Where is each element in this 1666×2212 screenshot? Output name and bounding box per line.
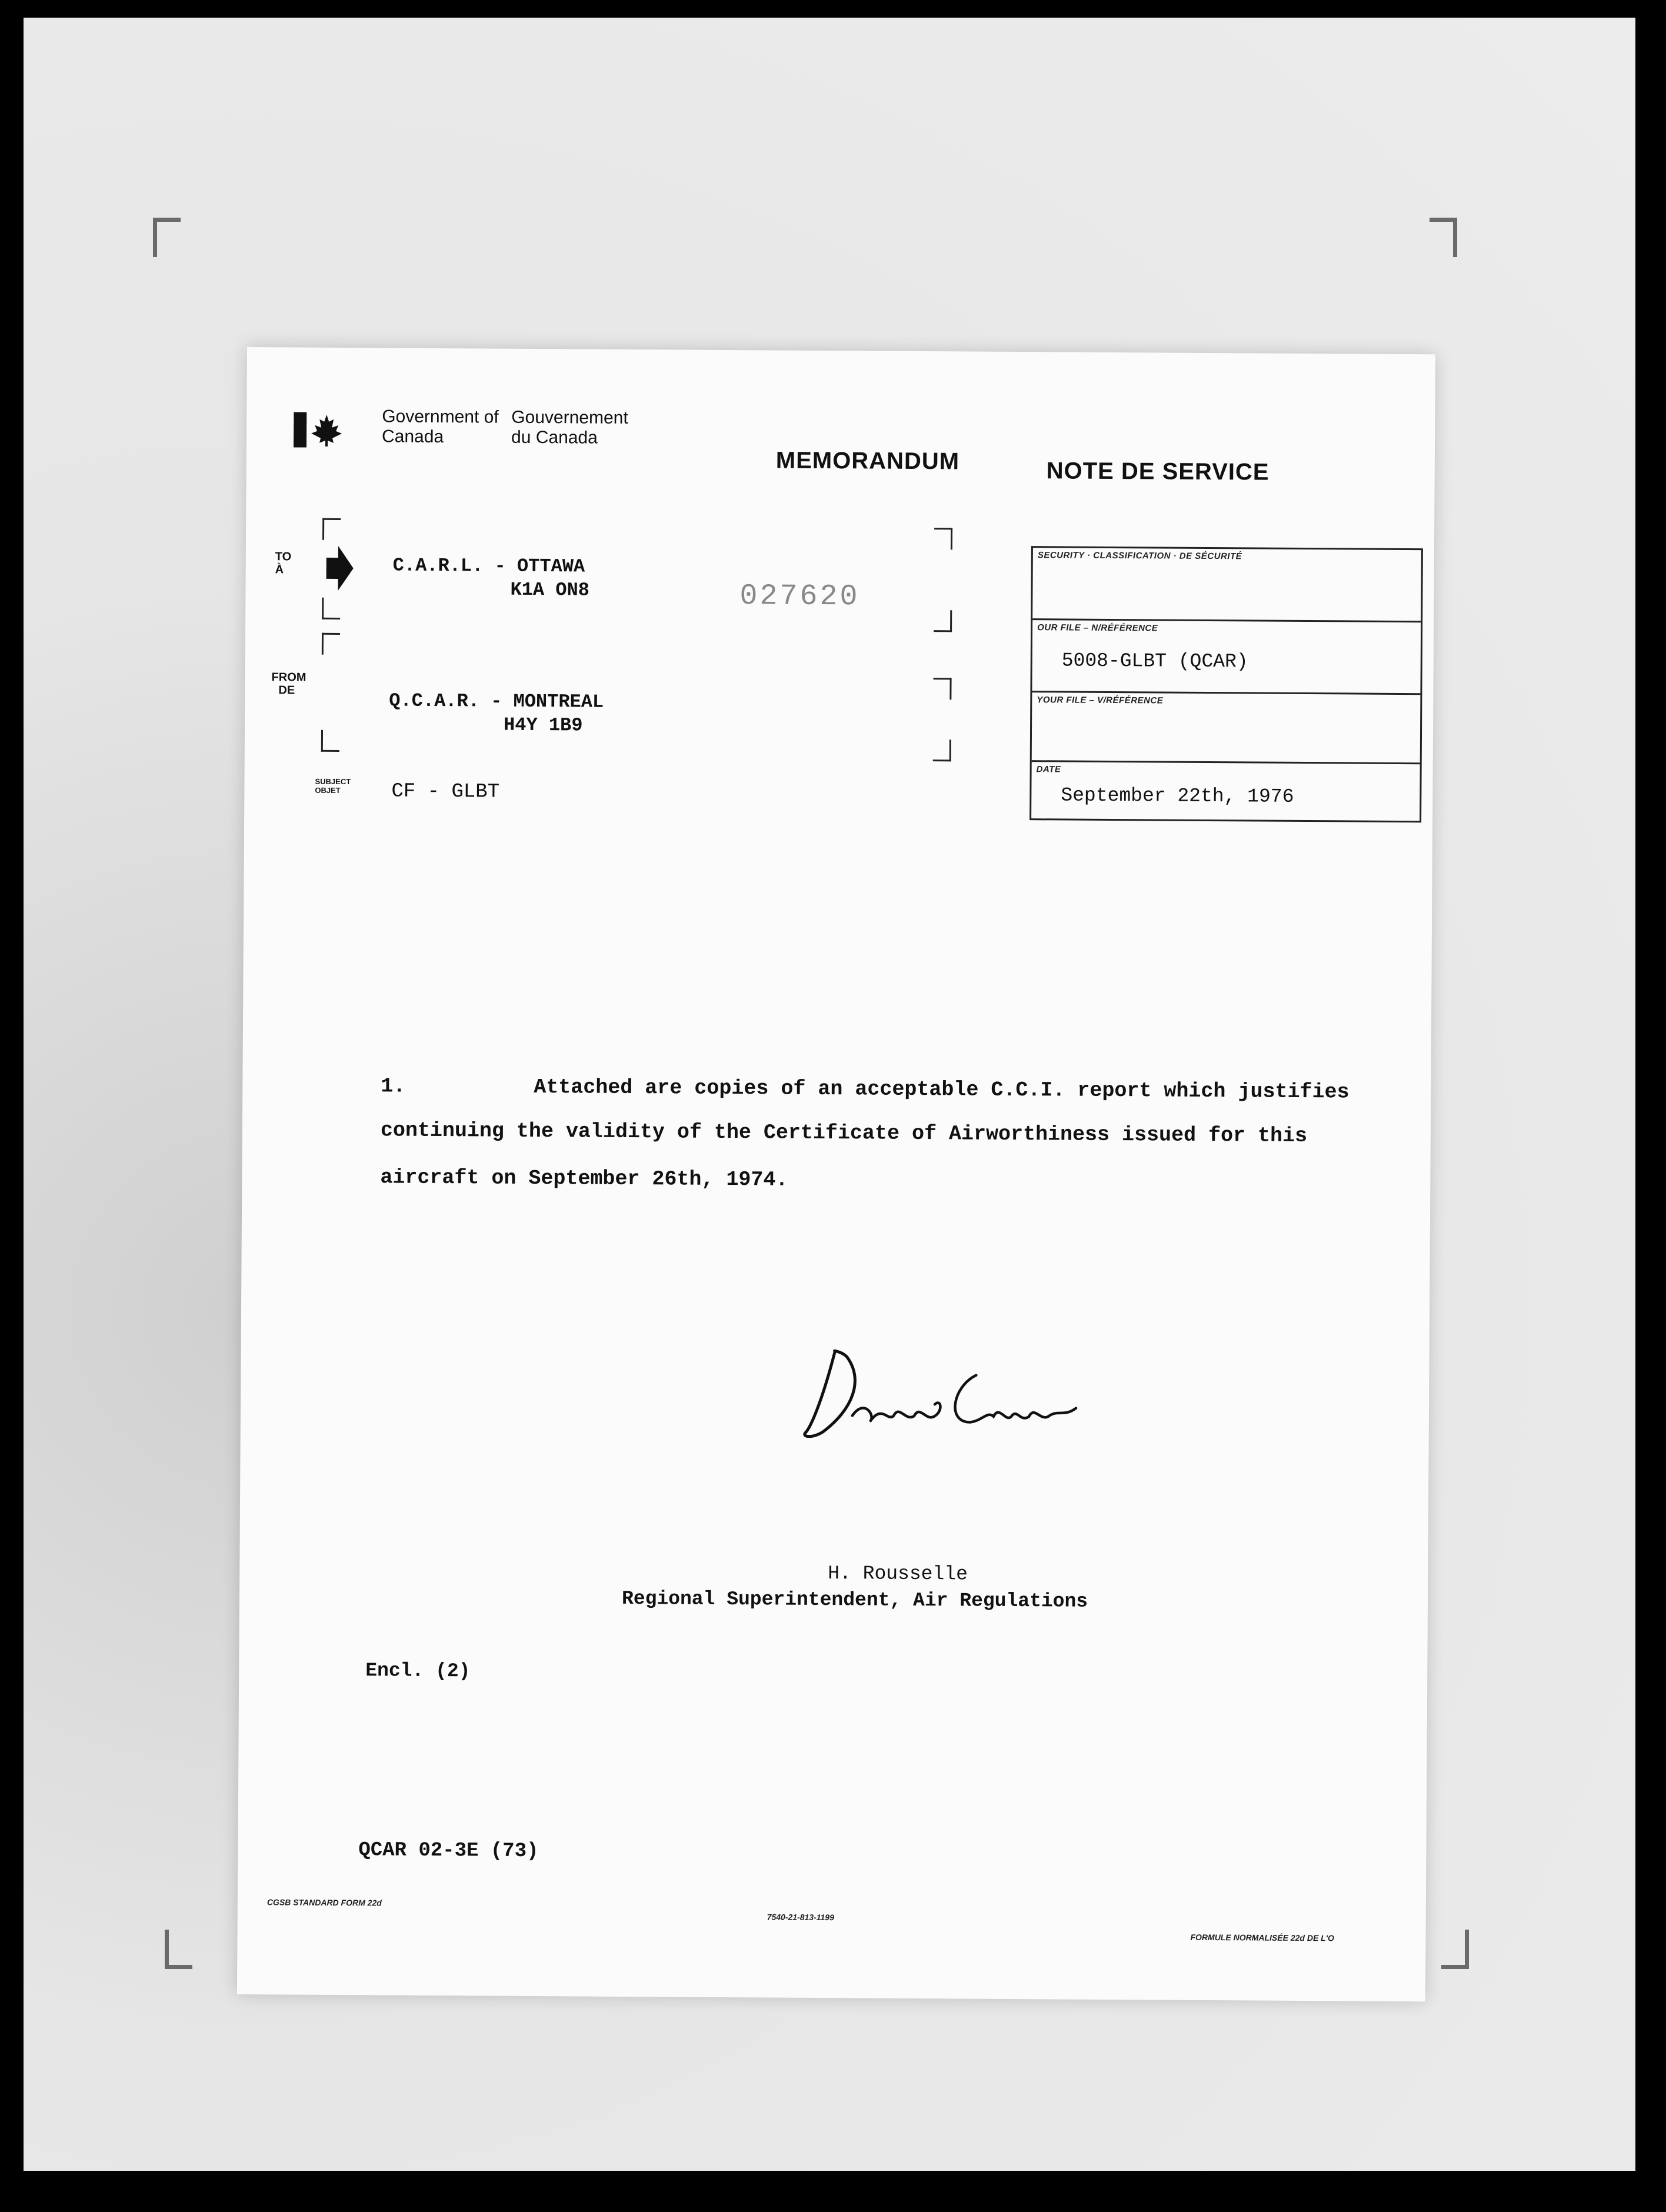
our-file-cell [1032,620,1421,695]
body-line-2: continuing the validity of the Certificate of Airworthiness issued for this [380,1118,1308,1148]
from-bracket-top [322,633,340,655]
crop-mark-top-left [153,218,181,257]
date-label: DATE [1036,764,1061,775]
note-de-service-title: NOTE DE SERVICE [1046,458,1270,485]
reference-box [1029,546,1423,822]
subject-value: CF - GLBT [391,780,500,804]
government-name-french: Gouvernement du Canada [511,407,628,448]
footer-center: 7540-21-813-1199 [767,1912,834,1923]
body-line-1: Attached are copies of an acceptable C.C.I. report which justifies [534,1075,1350,1104]
body-line-3: aircraft on September 26th, 1974. [380,1165,788,1192]
from-address-line2: H4Y 1B9 [503,714,583,737]
from-label-en: FROM [271,671,306,684]
memorandum-title: MEMORANDUM [775,447,960,475]
crop-mark-bottom-right [1441,1930,1469,1969]
from-bracket-right-top [933,678,951,699]
signatory-title: Regional Superintendent, Air Regulations [621,1587,1088,1613]
our-file-label: OUR FILE – N/RÉFÉRENCE [1037,622,1158,634]
footer-right: FORMULE NORMALISÉE 22d DE L'O [1190,1932,1335,1943]
handwritten-signature [799,1327,1094,1470]
signatory-name: H. Rousselle [828,1563,968,1585]
from-address-line1: Q.C.A.R. - MONTREAL [389,689,604,713]
to-bracket-right-bottom [934,610,952,632]
memorandum-page [237,347,1435,2001]
your-file-cell [1032,692,1421,764]
to-address-line1: C.A.R.L. - OTTAWA [392,554,585,578]
crop-mark-top-right [1430,218,1457,257]
to-bracket-right-top [934,528,952,549]
footer-left: CGSB STANDARD FORM 22d [266,1897,382,1908]
form-number: QCAR 02-3E (73) [358,1839,539,1863]
to-address-line2: K1A ON8 [510,578,590,601]
date-cell [1031,762,1420,819]
paragraph-number: 1. [381,1074,406,1098]
security-classification-cell [1032,548,1421,622]
scan-background [24,18,1635,2171]
crop-mark-bottom-left [165,1930,192,1969]
date-value: September 22th, 1976 [1061,784,1294,808]
subject-label-fr: OBJET [315,785,341,795]
from-bracket-right-bottom [933,739,951,761]
to-bracket-bottom [322,598,340,619]
to-bracket-top [322,518,341,540]
our-file-value: 5008-GLBT (QCAR) [1061,649,1248,673]
government-name-english: Government of Canada [381,407,499,447]
subject-label-en: SUBJECT [315,777,351,787]
to-label-en: TO [275,550,292,564]
enclosure-note: Encl. (2) [365,1660,471,1683]
canada-flag-icon [294,412,346,448]
to-label [275,550,292,576]
security-label: SECURITY · CLASSIFICATION · DE SÉCURITÉ [1037,550,1242,562]
your-file-label: YOUR FILE – V/RÉFÉRENCE [1037,695,1164,706]
from-bracket-bottom [321,730,339,752]
from-label [271,671,306,697]
subject-label [315,777,351,795]
to-label-fr: À [275,563,284,577]
from-label-fr: DE [278,684,295,697]
to-arrow-icon [325,545,354,592]
stamp-number: 027620 [739,579,860,614]
